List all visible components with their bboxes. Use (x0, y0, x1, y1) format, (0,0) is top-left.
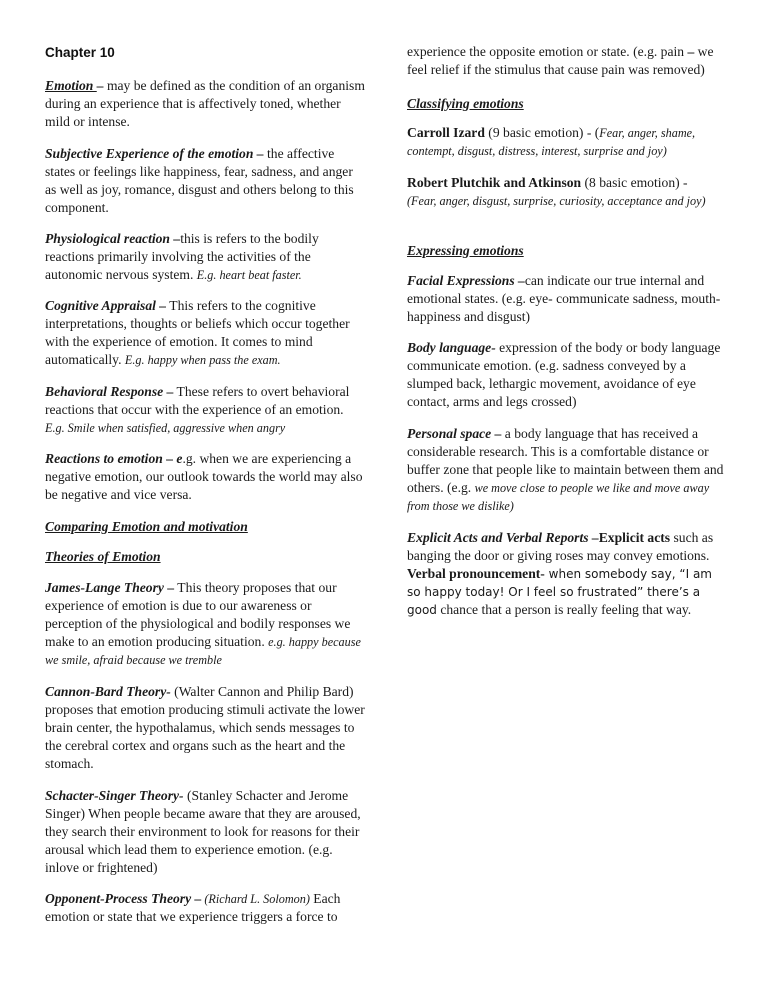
physiological-reaction: Physiological reaction –this is refers to the bodily reactions primarily involving the activities of the autonomic nervous system. E.g. heart beat faster. (45, 231, 319, 282)
facial-expressions: Facial Expressions –can indicate our true internal and emotional states. (e.g. eye- communicate sadness, mouth- happiness and disgust) (407, 273, 721, 324)
izard-classification: Carroll Izard (9 basic emotion) - (Fear, anger, shame, contempt, disgust, distress, interest, surprise and joy) (407, 125, 696, 158)
subjective-experience: Subjective Experience of the emotion – the affective states or feelings like happiness, fear, sadness, and anger as well as joy, romance, disgust and others belong to this component. (45, 146, 354, 215)
explicit-acts-verbal-reports: Explicit Acts and Verbal Reports –Explicit acts such as banging the door or giving roses may convey emotions. Verbal pronouncement- when somebody say, “I am so happy today! Or I feel so frustrated” there’s a good chance that a person is really feeling that way. (407, 530, 714, 617)
chapter-title: Chapter 10 (45, 45, 115, 60)
plutchik-classification: Robert Plutchik and Atkinson (8 basic emotion) - (Fear, anger, disgust, surprise, curiosity, acceptance and joy) (407, 175, 706, 208)
comparing-heading: Comparing Emotion and motivation (45, 519, 248, 534)
schacter-singer-theory: Schacter-Singer Theory- (Stanley Schacter and Jerome Singer) When people became aware that they are aroused, they search their environment to look for reasons for their arousal which lead them to experience emotion. (e.g. inlove or frightened) (45, 788, 361, 875)
theories-heading: Theories of Emotion (45, 549, 161, 564)
personal-space: Personal space – a body language that has received a considerable research. This is a comfortable distance or buffer zone that people like to maintain between them and others. (e.g. we move close to people we like and move away from those we dislike) (407, 426, 724, 513)
emotion-definition: Emotion – may be defined as the condition of an organism during an experience that is affectively toned, whether mild or intense. (45, 78, 365, 129)
classifying-heading: Classifying emotions (407, 96, 524, 111)
behavioral-response: Behavioral Response – These refers to overt behavioral reactions that occur with the experience of an emotion. E.g. Smile when satisfied, aggressive when angry (45, 384, 350, 435)
cognitive-appraisal: Cognitive Appraisal – This refers to the cognitive interpretations, thoughts or beliefs which occur together with the experience of emotion. It comes to mind automatically. E.g. happy when pass the exam. (45, 298, 350, 367)
opponent-process-continued: experience the opposite emotion or state. (e.g. pain – we feel relief if the stimulus that cause pain was removed) (407, 44, 714, 77)
expressing-heading: Expressing emotions (407, 243, 524, 258)
james-lange-theory: James-Lange Theory – This theory proposes that our experience of emotion is due to our awareness or perception of the physiological and bodily responses we make to an emotion producing situation. e.g. happy because we smile, afraid because we tremble (45, 580, 361, 667)
body-language: Body language- expression of the body or body language communicate emotion. (e.g. sadness conveyed by a slumped back, lethargic movement, avoidance of eye contact, arms and legs crossed) (407, 340, 721, 409)
reactions-to-emotion: Reactions to emotion – e.g. when we are experiencing a negative emotion, our outlook towards the world may also be negative and vice versa. (45, 451, 363, 502)
opponent-process-theory: Opponent-Process Theory – (Richard L. Solomon) Each emotion or state that we experience triggers a force to (45, 891, 341, 924)
cannon-bard-theory: Cannon-Bard Theory- (Walter Cannon and Philip Bard) proposes that emotion producing stimuli activate the lower brain center, the hypothalamus, which sends messages to the cerebral cortex and organs such as the heart and the stomach. (45, 684, 365, 771)
emotion-term: Emotion (45, 78, 97, 93)
